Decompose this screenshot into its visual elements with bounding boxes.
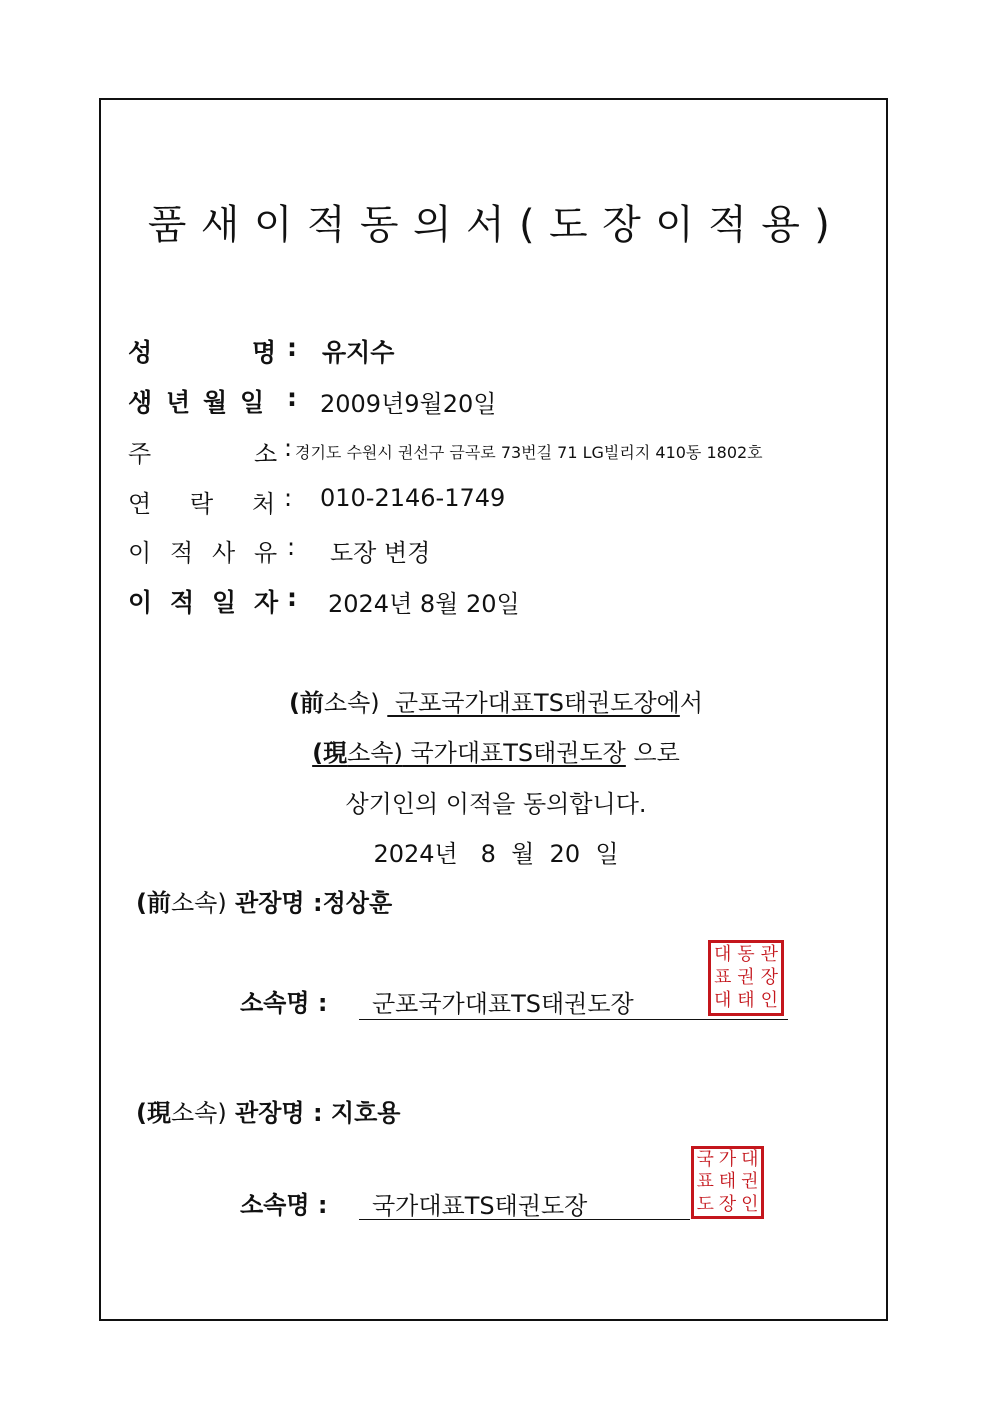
label-colon: : — [287, 333, 297, 362]
prev-club-tag-hangul: 소속) — [170, 889, 227, 917]
label-char: 소 — [254, 440, 278, 468]
prev-club-name: 군포국가대표TS태권도장 — [372, 990, 634, 1018]
curr-suffix: 으로 — [625, 739, 680, 767]
curr-tag-hangul: 소속) — [347, 739, 403, 767]
seal-char: 표 — [696, 1171, 714, 1193]
curr-club-tag-hangul: 소속) — [170, 1099, 227, 1127]
label-char: 연 — [128, 490, 152, 518]
label-char: 년 — [166, 388, 191, 417]
curr-club-tag-hanja: (現 — [136, 1099, 171, 1127]
seal-char: 권 — [741, 1171, 759, 1193]
label-char: 자 — [254, 588, 279, 617]
seal-char: 대 — [713, 990, 732, 1012]
seal-char: 도 — [696, 1193, 714, 1215]
label-char: 일 — [212, 588, 237, 617]
prev-club-underline — [359, 1019, 788, 1020]
label-char: 명 — [252, 338, 277, 367]
seal-char: 대 — [713, 943, 732, 965]
seal-char: 동 — [737, 943, 755, 965]
seal-char: 국 — [696, 1149, 714, 1171]
label-char: 적 — [170, 588, 195, 617]
seal-char: 장 — [718, 1193, 737, 1215]
label-char: 사 — [212, 539, 236, 567]
seal-char: 표 — [713, 966, 732, 988]
label-char: 일 — [240, 388, 265, 417]
curr-club-name: 국가대표TS태권도장 — [372, 1192, 588, 1220]
label-char: 처 — [252, 490, 276, 518]
prev-suffix: 서 — [679, 689, 704, 717]
curr-club-seal — [691, 1146, 764, 1219]
prev-affiliation-line — [0, 683, 992, 718]
curr-club-underline — [359, 1219, 690, 1220]
seal-char: 권 — [737, 966, 755, 988]
label-colon: : — [284, 434, 293, 462]
seal-char: 가 — [718, 1149, 737, 1171]
prev-club-seal — [708, 940, 784, 1016]
contact-value: 010-2146-1749 — [320, 484, 506, 512]
name-value: 유지수 — [322, 338, 395, 367]
label-colon: : — [287, 383, 297, 412]
label-colon: : — [287, 533, 296, 561]
transfer-date-value: 2024년 8월 20일 — [328, 590, 520, 618]
seal-char: 태 — [737, 990, 755, 1012]
seal-char: 태 — [718, 1171, 737, 1193]
consent-date: 2024년 8 월 20 일 — [373, 840, 619, 868]
label-char: 락 — [190, 490, 214, 518]
seal-char: 인 — [741, 1193, 759, 1215]
seal-char: 대 — [741, 1149, 759, 1171]
curr-director-line — [136, 1093, 401, 1128]
prev-director-label: 관장명 : — [226, 889, 323, 917]
curr-affiliation-line — [0, 733, 992, 768]
label-char: 유 — [254, 539, 278, 567]
label-char: 적 — [170, 539, 194, 567]
prev-tag-hangul: 소속) — [323, 689, 380, 717]
label-colon: : — [287, 583, 297, 612]
curr-director-label: 관장명 : — [226, 1099, 323, 1127]
curr-dojang: 국가대표TS태권도장 — [402, 739, 626, 767]
address-value: 경기도 수원시 권선구 금곡로 73번길 71 LG빌리지 410동 1802호 — [295, 443, 763, 462]
birth-value: 2009년9월20일 — [320, 390, 497, 418]
label-char: 성 — [128, 338, 153, 367]
prev-dojang: 군포국가대표TS태권도장에 — [387, 689, 680, 717]
curr-club-label: 소속명 : — [240, 1191, 328, 1219]
seal-char: 인 — [760, 990, 779, 1012]
reason-value: 도장 변경 — [330, 539, 431, 567]
prev-tag-hanja: (前 — [288, 689, 324, 717]
consent-line: 상기인의 이적을 동의합니다. — [345, 790, 647, 818]
label-char: 생 — [128, 388, 153, 417]
prev-club-label: 소속명 : — [240, 989, 328, 1017]
label-char: 이 — [128, 588, 153, 617]
seal-char: 관 — [760, 943, 779, 965]
curr-tag-hanja: (現 — [312, 739, 348, 767]
label-char: 주 — [128, 440, 152, 468]
seal-char: 장 — [760, 966, 779, 988]
label-char: 이 — [128, 539, 152, 567]
label-colon: : — [284, 484, 293, 512]
prev-director-line — [136, 883, 392, 918]
label-char: 월 — [203, 388, 228, 417]
curr-director-name: 지호용 — [322, 1099, 401, 1127]
prev-club-tag-hanja: (前 — [136, 889, 171, 917]
prev-director-name: 정상훈 — [322, 889, 393, 917]
document-title: 품새이적동의서(도장이적용) — [147, 202, 845, 248]
